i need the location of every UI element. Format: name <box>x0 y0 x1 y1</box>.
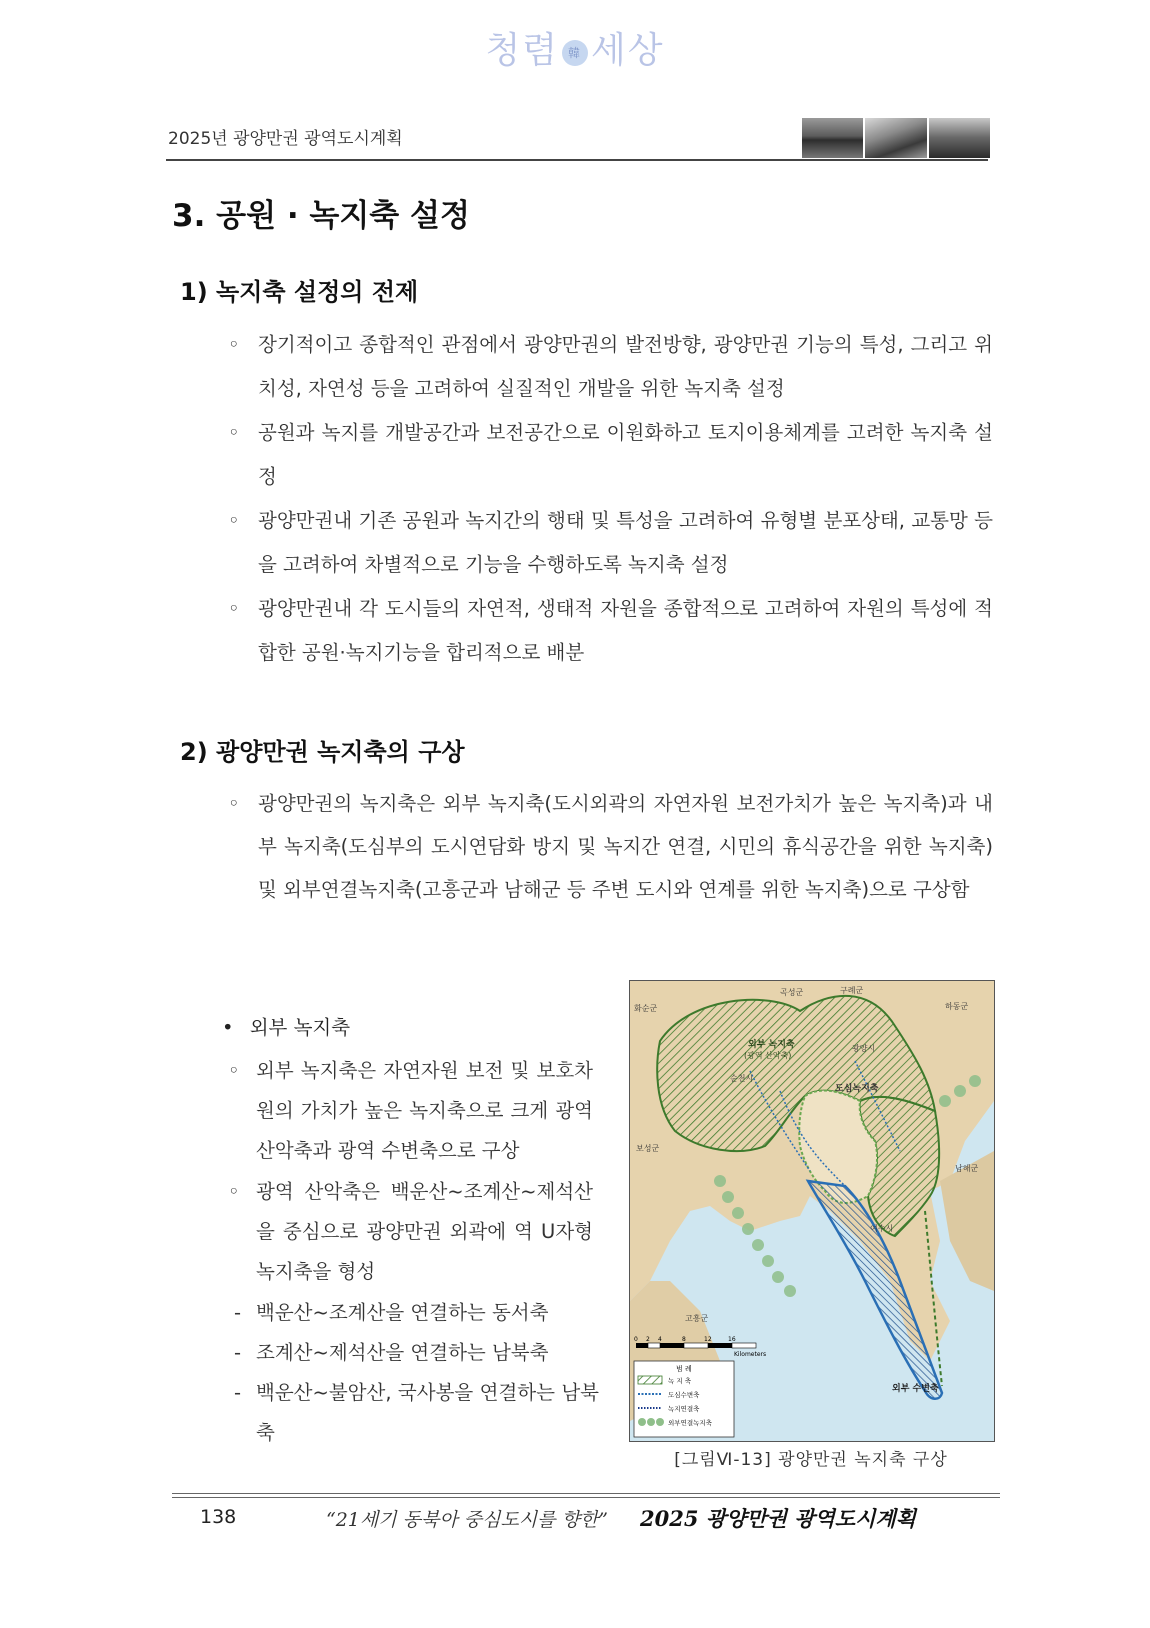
scale-tick: 12 <box>704 1336 712 1343</box>
header-rule <box>166 159 988 161</box>
map-label-hadong: 하동군 <box>945 1002 969 1011</box>
map-legend <box>634 1361 734 1437</box>
scale-tick: 0 <box>634 1336 638 1343</box>
scale-tick: 8 <box>682 1336 686 1343</box>
header-photo-2 <box>865 118 926 158</box>
map-label-hwasun: 화순군 <box>634 1004 658 1013</box>
list-item <box>228 411 993 499</box>
logo-emblem: 韓 <box>562 40 588 66</box>
header-title: 2025년 광양만권 광역도시계획 <box>168 129 403 149</box>
map-label-gokseong: 곡성군 <box>780 988 804 997</box>
legend-item: 도심수변축 <box>668 1391 700 1399</box>
list-item <box>228 782 993 911</box>
map-label-namhae: 남해군 <box>955 1164 979 1173</box>
circle-bullet: ◦ <box>228 597 240 620</box>
logo-right-text: 세상 <box>591 30 665 71</box>
subsection-2-title: 2) 광양만권 녹지축의 구상 <box>180 738 465 766</box>
circle-bullet: ◦ <box>228 333 240 356</box>
list-item-text: 공원과 녹지를 개발공간과 보전공간으로 이원화하고 토지이용체계를 고려한 녹지축 설정 <box>258 421 993 488</box>
header-photo-1 <box>802 118 863 158</box>
map-label-outer-axis: 외부 녹지축 <box>748 1040 795 1050</box>
circle-bullet: ◦ <box>228 1059 240 1082</box>
dash-item <box>234 1293 599 1333</box>
list-item <box>228 1172 593 1292</box>
logo-left-text: 청렴 <box>485 30 559 71</box>
scale-tick: 16 <box>728 1336 736 1343</box>
outer-axis-heading-text: 외부 녹지축 <box>249 1016 351 1039</box>
list-item-text: 외부 녹지축은 자연자원 보전 및 보호차원의 가치가 높은 녹지축으로 크게 광역 산악축과 광역 수변축으로 구상 <box>256 1059 593 1162</box>
legend-item: 녹 지 축 <box>668 1377 691 1385</box>
map-label-gurye: 구례군 <box>840 986 864 995</box>
map-label-gwangyang: 광양시 <box>852 1044 876 1053</box>
dash-marker: - <box>234 1341 242 1364</box>
list-item <box>228 323 993 411</box>
footer-quote: “21세기 동북아 중심도시를 향한” <box>326 1509 608 1531</box>
header-photo-3 <box>929 118 990 158</box>
list-item-text: 광양만권내 각 도시들의 자연적, 생태적 자원을 종합적으로 고려하여 자원의 특성에 적합한 공원·녹지기능을 합리적으로 배분 <box>258 597 993 664</box>
outer-axis-heading <box>222 1012 350 1040</box>
legend-title: 범 례 <box>676 1365 692 1373</box>
subsection-1-title: 1) 녹지축 설정의 전제 <box>180 278 419 306</box>
map-label-goheung: 고흥군 <box>685 1314 709 1323</box>
dash-item <box>234 1333 599 1373</box>
footer-rule <box>172 1493 1000 1498</box>
page-number: 138 <box>200 1506 237 1528</box>
scale-tick: 4 <box>658 1336 662 1343</box>
circle-bullet: ◦ <box>228 792 240 815</box>
list-item <box>228 587 993 675</box>
map-label-yeosu: 여수시 <box>870 1224 894 1233</box>
dash-item-text: 조계산~제석산을 연결하는 남북축 <box>256 1341 549 1364</box>
dash-item-text: 백운산~조계산을 연결하는 동서축 <box>256 1301 549 1324</box>
legend-item: 녹지연결축 <box>668 1405 700 1413</box>
scale-unit: Kilometers <box>734 1351 767 1358</box>
dot-bullet: • <box>222 1016 234 1039</box>
circle-bullet: ◦ <box>228 509 240 532</box>
map-label-boseong: 보성군 <box>636 1144 660 1153</box>
dash-item-text: 백운산~불암산, 국사봉을 연결하는 남북축 <box>256 1381 599 1444</box>
list-item-text: 광양만권내 기존 공원과 녹지간의 행태 및 특성을 고려하여 유형별 분포상태, 교통망 등을 고려하여 차별적으로 기능을 수행하도록 녹지축 설정 <box>258 509 993 576</box>
header-photo-strip <box>800 118 990 158</box>
map-label-suncheon: 순천시 <box>730 1074 754 1083</box>
circle-bullet: ◦ <box>228 421 240 444</box>
dash-marker: - <box>234 1301 242 1324</box>
map-label-inner-axis: 도심녹지축 <box>835 1084 879 1094</box>
circle-bullet: ◦ <box>228 1180 240 1203</box>
figure-caption: [그림Ⅵ-13] 광양만권 녹지축 구상 <box>674 1450 948 1470</box>
dash-item <box>234 1373 599 1453</box>
scale-tick: 2 <box>646 1336 650 1343</box>
dash-marker: - <box>234 1381 242 1404</box>
list-item-text: 광양만권의 녹지축은 외부 녹지축(도시외곽의 자연자원 보전가치가 높은 녹지축)과 내부 녹지축(도심부의 도시연담화 방지 및 녹지간 연결, 시민의 휴식공간을 위한 녹지축) 및 외부연결녹지축(고흥군과 남해군 등 주변 도시와 연계를 위한 녹지축)으로 구상함 <box>258 792 993 901</box>
green-axis-map <box>629 980 995 1442</box>
map-label-mountain-axis: (광역 산악축) <box>744 1051 792 1060</box>
map-label-coast-axis: 외부 수변축 <box>892 1384 939 1394</box>
list-item-text: 장기적이고 종합적인 관점에서 광양만권의 발전방향, 광양만권 기능의 특성, 그리고 위치성, 자연성 등을 고려하여 실질적인 개발을 위한 녹지축 설정 <box>258 333 993 400</box>
footer-title: 2025 광양만권 광역도시계획 <box>640 1506 916 1531</box>
list-item <box>228 499 993 587</box>
legend-item: 외부연결녹지축 <box>668 1419 712 1427</box>
logo <box>0 22 1150 73</box>
list-item-text: 광역 산악축은 백운산~조계산~제석산을 중심으로 광양만권 외곽에 역 U자형 녹지축을 형성 <box>256 1180 593 1283</box>
list-item <box>228 1051 593 1171</box>
section-title: 3. 공원 · 녹지축 설정 <box>172 198 470 234</box>
